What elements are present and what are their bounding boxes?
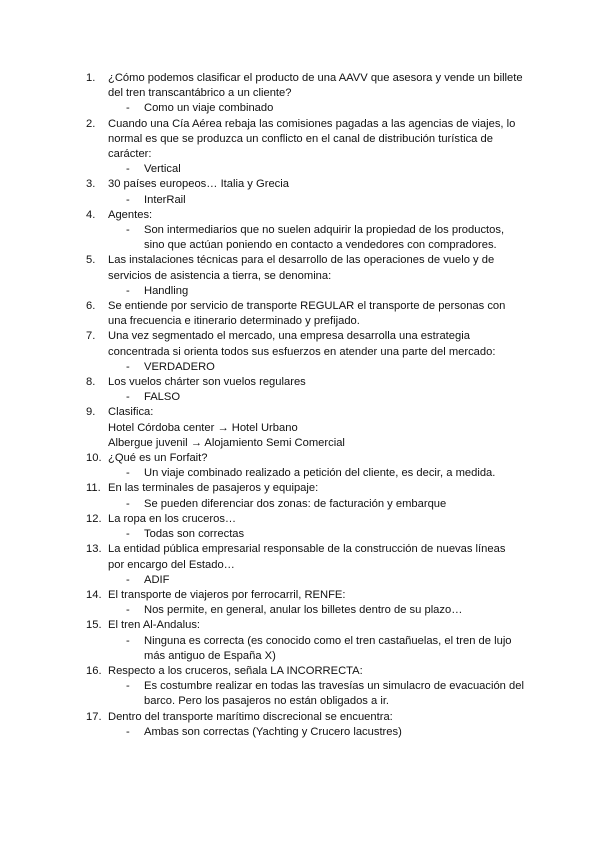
- answer-10: [0, 466, 600, 481]
- answer-11: [0, 497, 600, 512]
- question-text: ¿Qué es un Forfait?: [108, 452, 208, 465]
- answer-text: Es costumbre realizar en todas las travesías un simulacro de evacuación del barco. Pero los pasajeros no están obligados a ir.: [144, 680, 524, 708]
- question-number: 7.: [86, 330, 96, 343]
- dash-bullet: -: [126, 224, 130, 237]
- question-text: El tren Al-Andalus:: [108, 619, 201, 632]
- question-1: [0, 71, 600, 101]
- answer-text: Nos permite, en general, anular los billetes dentro de su plazo…: [144, 604, 463, 617]
- answer-8: [0, 390, 600, 405]
- question-text: Dentro del transporte marítimo discrecional se encuentra:: [108, 710, 393, 723]
- answer-text: Ambas son correctas (Yachting y Crucero lacustres): [144, 725, 402, 738]
- answer-13: [0, 573, 600, 588]
- question-text: El transporte de viajeros por ferrocarril, RENFE:: [108, 588, 346, 601]
- question-text: Clasifica:: [108, 406, 154, 419]
- question-text: Las instalaciones técnicas para el desarrollo de las operaciones de vuelo y de servicios de asistencia a tierra, se denomina:: [108, 254, 495, 282]
- question-text: En las terminales de pasajeros y equipaje:: [108, 482, 319, 495]
- question-text: Respecto a los cruceros, señala LA INCORRECTA:: [108, 664, 363, 677]
- question-text: 30 países europeos… Italia y Grecia: [108, 178, 289, 191]
- dash-bullet: -: [126, 725, 130, 738]
- question-text: La ropa en los cruceros…: [108, 512, 237, 525]
- answer-text: InterRail: [144, 193, 186, 206]
- question-number: 6.: [86, 300, 96, 313]
- question-text: Cuando una Cía Aérea rebaja las comisiones pagadas a las agencias de viajes, lo normal es que se produzca un conflicto en el canal de distribución turística de carácter:: [108, 117, 516, 161]
- classification-line-2: Albergue juvenil → Alojamiento Semi Comercial: [108, 436, 345, 449]
- question-16: [0, 664, 600, 679]
- question-12: [0, 512, 600, 527]
- answer-text: Se pueden diferenciar dos zonas: de facturación y embarque: [144, 497, 447, 510]
- question-text: Una vez segmentado el mercado, una empresa desarrolla una estrategia concentrada si orienta todos sus esfuerzos en atender una parte del mercado:: [108, 330, 496, 358]
- question-number: 9.: [86, 406, 96, 419]
- question-17: [0, 710, 600, 725]
- dash-bullet: -: [126, 102, 130, 115]
- answer-text: Handling: [144, 284, 189, 297]
- dash-bullet: -: [126, 284, 130, 297]
- question-3: [0, 177, 600, 192]
- question-number: 3.: [86, 178, 96, 191]
- answer-text: FALSO: [144, 391, 181, 404]
- dash-bullet: -: [126, 467, 130, 480]
- answer-2: [0, 162, 600, 177]
- dash-bullet: -: [126, 634, 130, 647]
- question-number: 10.: [86, 452, 102, 465]
- question-number: 12.: [86, 512, 102, 525]
- question-text: La entidad pública empresarial responsable de la construcción de nuevas líneas por encargo del Estado…: [108, 543, 506, 571]
- question-text: Se entiende por servicio de transporte REGULAR el transporte de personas con una frecuencia e itinerario determinado y prefijado.: [108, 300, 506, 328]
- question-list: [0, 71, 600, 740]
- answer-text: ADIF: [144, 573, 170, 586]
- answer-17: [0, 725, 600, 740]
- answer-text: Ninguna es correcta (es conocido como el tren castañuelas, el tren de lujo más antiguo de España X): [144, 634, 512, 662]
- question-number: 15.: [86, 619, 102, 632]
- answer-text: Son intermediarios que no suelen adquirir la propiedad de los productos, sino que actúan poniendo en contacto a vendedores con compradores.: [144, 224, 505, 252]
- answer-16: [0, 679, 600, 709]
- question-number: 4.: [86, 208, 96, 221]
- question-11: [0, 481, 600, 496]
- question-text: ¿Cómo podemos clasificar el producto de una AAVV que asesora y vende un billete del tren transcantábrico a un cliente?: [108, 72, 523, 100]
- answer-text: Todas son correctas: [144, 528, 245, 541]
- dash-bullet: -: [126, 573, 130, 586]
- answer-5: [0, 284, 600, 299]
- question-13: [0, 542, 600, 572]
- answer-text: Un viaje combinado realizado a petición del cliente, es decir, a medida.: [144, 467, 496, 480]
- dash-bullet: -: [126, 604, 130, 617]
- dash-bullet: -: [126, 497, 130, 510]
- question-9: [0, 405, 600, 420]
- question-number: 13.: [86, 543, 102, 556]
- question-8: [0, 375, 600, 390]
- question-number: 17.: [86, 710, 102, 723]
- question-number: 14.: [86, 588, 102, 601]
- question-5: [0, 253, 600, 283]
- question-number: 2.: [86, 117, 96, 130]
- dash-bullet: -: [126, 391, 130, 404]
- classification-line-1: Hotel Córdoba center → Hotel Urbano: [108, 421, 298, 434]
- dash-bullet: -: [126, 163, 130, 176]
- dash-bullet: -: [126, 680, 130, 693]
- answer-text: VERDADERO: [144, 360, 215, 373]
- answer-3: [0, 193, 600, 208]
- answer-14: [0, 603, 600, 618]
- question-4: [0, 208, 600, 223]
- question-15: [0, 618, 600, 633]
- answer-4: [0, 223, 600, 253]
- question-number: 8.: [86, 376, 96, 389]
- answer-1: [0, 101, 600, 116]
- answer-7: [0, 360, 600, 375]
- dash-bullet: -: [126, 193, 130, 206]
- question-14: [0, 588, 600, 603]
- question-number: 11.: [86, 482, 101, 495]
- answer-12: [0, 527, 600, 542]
- question-2: [0, 117, 600, 163]
- answer-text: Vertical: [144, 163, 181, 176]
- question-text: Los vuelos chárter son vuelos regulares: [108, 376, 306, 389]
- answer-text: Como un viaje combinado: [144, 102, 274, 115]
- question-text: Agentes:: [108, 208, 153, 221]
- answer-15: [0, 634, 600, 664]
- dash-bullet: -: [126, 360, 130, 373]
- dash-bullet: -: [126, 528, 130, 541]
- question-number: 1.: [86, 72, 96, 84]
- question-7: [0, 329, 600, 359]
- question-10: [0, 451, 600, 466]
- question-number: 5.: [86, 254, 96, 267]
- question-6: [0, 299, 600, 329]
- question-number: 16.: [86, 664, 102, 677]
